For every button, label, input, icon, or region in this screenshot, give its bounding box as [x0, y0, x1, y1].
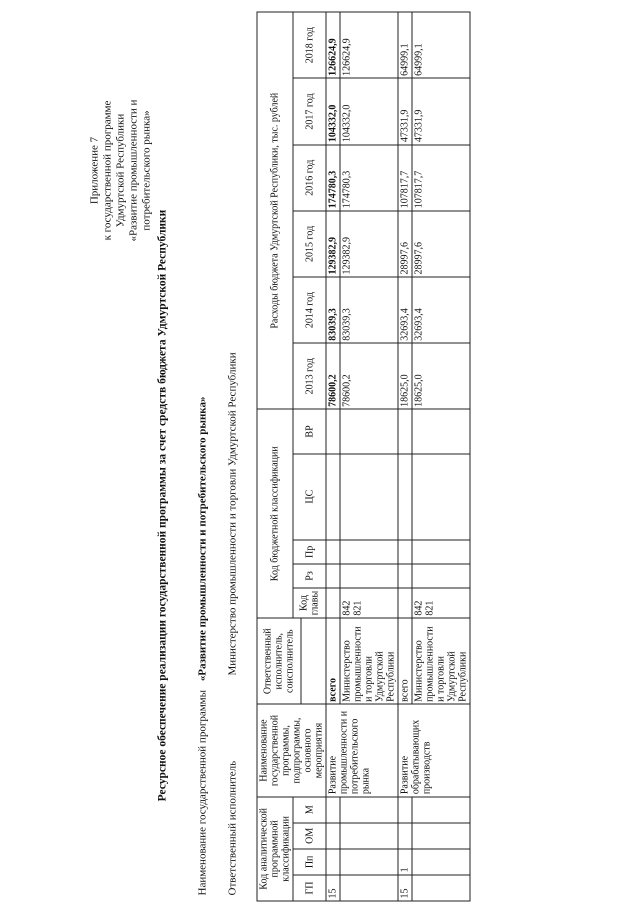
cell-value: 78600,2: [326, 343, 340, 409]
cell-kod: [398, 588, 412, 618]
header-vr: ВР: [293, 409, 326, 453]
cell-resp: всего: [398, 618, 412, 704]
cell-name: Развитие промышленности и потребительского рынка: [326, 704, 398, 796]
cell-vr: [340, 409, 398, 453]
cell-resp: Министерство промышленности и торговли Удмуртской Республики: [412, 618, 470, 704]
resource-table: [256, 11, 470, 901]
header-expenses: Расходы бюджета Удмуртской Республики, тыс. рублей: [257, 12, 293, 409]
cell-m: [326, 796, 340, 822]
cell-cs: [340, 453, 398, 539]
appendix-line: потребительского рынка»: [140, 109, 152, 231]
cell-value: 18625,0: [398, 343, 412, 409]
cell-cs: [326, 453, 340, 539]
cell-om: [412, 822, 470, 848]
cell-pp: 1: [398, 848, 412, 874]
header-year: 2017 год: [293, 78, 326, 144]
appendix-line: Удмуртской Республики: [114, 113, 126, 227]
header-pr: Пр: [293, 539, 326, 563]
executor-name: Министерство промышленности и торговли Удмуртской Республики: [226, 351, 238, 675]
cell-value: 32693,4: [412, 276, 470, 342]
cell-pr: [412, 539, 470, 563]
header-resp-spacer: [301, 618, 326, 704]
cell-pr: [398, 539, 412, 563]
cell-om: [398, 822, 412, 848]
header-cs: ЦС: [293, 453, 326, 539]
header-m: М: [293, 796, 326, 822]
cell-value: 28997,6: [412, 210, 470, 276]
table-row: [398, 12, 412, 901]
cell-gp: [340, 874, 398, 900]
cell-value: 107817,7: [398, 144, 412, 210]
header-analytic: Код аналитической программной классификации: [257, 796, 293, 900]
cell-gp: 15: [398, 874, 412, 900]
cell-m: [340, 796, 398, 822]
cell-vr: [398, 409, 412, 453]
header-row-1: [257, 12, 293, 901]
appendix-line: «Развитие промышленности и: [127, 99, 139, 241]
header-name: Наименование государственной программы, подпрограммы, основного мероприятия: [257, 704, 326, 796]
cell-value: 47331,9: [412, 78, 470, 144]
executor-line: [226, 351, 238, 895]
cell-gp: [412, 874, 470, 900]
cell-value: 129382,9: [340, 210, 398, 276]
header-pp: Пп: [293, 848, 326, 874]
cell-value: 64999,1: [412, 12, 470, 78]
document-title: Ресурсное обеспечение реализации государственной программы за счет средств бюджета Удмуртской Республики: [156, 209, 168, 801]
cell-value: 126624,9: [340, 12, 398, 78]
cell-rz: [412, 563, 470, 587]
cell-value: 83039,3: [326, 276, 340, 342]
cell-resp: Министерство промышленности и торговли Удмуртской Республики: [340, 618, 398, 704]
cell-m: [412, 796, 470, 822]
cell-value: 104332,0: [340, 78, 398, 144]
appendix-line: к государственной программе: [101, 100, 113, 240]
cell-kod: 842 821: [412, 588, 470, 618]
cell-value: 104332,0: [326, 78, 340, 144]
cell-value: 78600,2: [340, 343, 398, 409]
cell-value: 107817,7: [412, 144, 470, 210]
cell-m: [398, 796, 412, 822]
header-responsible: Ответственный исполнитель, соисполнитель: [257, 618, 301, 704]
cell-om: [326, 822, 340, 848]
cell-rz: [326, 563, 340, 587]
header-year: 2014 год: [293, 276, 326, 342]
header-year: 2016 год: [293, 144, 326, 210]
cell-rz: [340, 563, 398, 587]
cell-name: Развитие обрабатывающих производств: [398, 704, 470, 796]
appendix-line: Приложение 7: [88, 136, 100, 204]
cell-om: [340, 822, 398, 848]
cell-pr: [326, 539, 340, 563]
cell-resp: всего: [326, 618, 340, 704]
cell-value: 126624,9: [326, 12, 340, 78]
header-budget-code: Код бюджетной классификации: [257, 409, 293, 618]
cell-value: 83039,3: [340, 276, 398, 342]
cell-vr: [412, 409, 470, 453]
cell-kod: 842 821: [340, 588, 398, 618]
header-om: ОМ: [293, 822, 326, 848]
program-name: «Развитие промышленности и потребительского рынка»: [196, 396, 208, 681]
header-year: 2013 год: [293, 343, 326, 409]
cell-cs: [398, 453, 412, 539]
header-year: 2015 год: [293, 210, 326, 276]
cell-cs: [412, 453, 470, 539]
cell-pp: [340, 848, 398, 874]
cell-kod: [326, 588, 340, 618]
cell-value: 64999,1: [398, 12, 412, 78]
appendix-note: [88, 20, 153, 320]
cell-value: 32693,4: [398, 276, 412, 342]
header-rz: Рз: [293, 563, 326, 587]
cell-value: 174780,3: [326, 144, 340, 210]
cell-gp: 15: [326, 874, 340, 900]
cell-value: 28997,6: [398, 210, 412, 276]
executor-label: Ответственный исполнитель: [226, 760, 238, 895]
cell-rz: [398, 563, 412, 587]
cell-pp: [412, 848, 470, 874]
program-line: [196, 396, 208, 895]
cell-value: 129382,9: [326, 210, 340, 276]
cell-value: 47331,9: [398, 78, 412, 144]
cell-value: 18625,0: [412, 343, 470, 409]
header-kod: Код главы: [293, 588, 326, 618]
header-year: 2018 год: [293, 12, 326, 78]
program-label: Наименование государственной программы: [196, 689, 208, 895]
cell-pr: [340, 539, 398, 563]
cell-pp: [326, 848, 340, 874]
cell-value: 174780,3: [340, 144, 398, 210]
cell-vr: [326, 409, 340, 453]
table-row: [326, 12, 340, 901]
header-gp: ГП: [293, 874, 326, 900]
